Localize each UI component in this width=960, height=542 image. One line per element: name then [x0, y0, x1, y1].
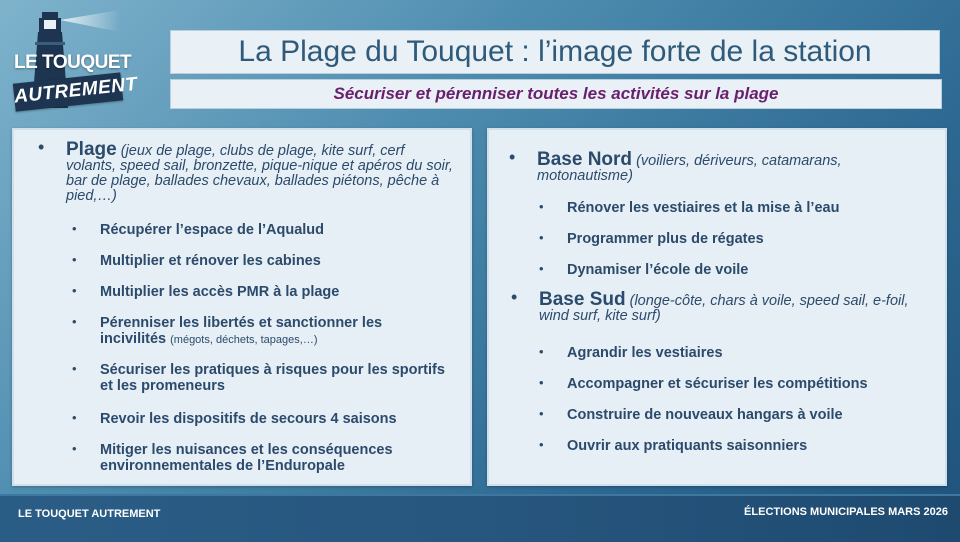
- title-box: [170, 30, 940, 74]
- right-panel: [487, 128, 947, 486]
- list-item-text: Récupérer l’espace de l’Aqualud: [100, 222, 325, 238]
- list-item-text: Revoir les dispositifs de secours 4 saisons: [100, 411, 397, 427]
- list-item-text: Multiplier et rénover les cabines: [100, 253, 321, 269]
- list-item-text: Construire de nouveaux hangars à voile: [567, 407, 843, 423]
- list-item-note: (mégots, déchets, tapages,…): [170, 334, 318, 346]
- list-item: [72, 283, 460, 300]
- list-item: [539, 199, 927, 216]
- list-item: [72, 221, 460, 238]
- logo: [8, 8, 139, 118]
- bullet-icon: •: [72, 410, 77, 425]
- list-item: [539, 261, 927, 278]
- list-item-text: Programmer plus de régates: [567, 231, 764, 247]
- bullet-icon: •: [72, 252, 77, 267]
- list-item-text: Multiplier les accès PMR à la plage: [100, 284, 340, 300]
- list-item-text: Pérenniser les libertés et sanctionner les incivilités: [100, 315, 383, 347]
- bullet-icon: •: [539, 406, 544, 421]
- footer-right-text: ÉLECTIONS MUNICIPALES MARS 2026: [744, 506, 948, 518]
- list-item: [539, 437, 927, 454]
- plage-bullet: [38, 137, 456, 204]
- list-item-text: Agrandir les vestiaires: [567, 345, 723, 361]
- list-item: [72, 441, 460, 474]
- list-item: [72, 252, 460, 269]
- bullet-icon: •: [539, 199, 544, 214]
- bullet-icon: •: [72, 314, 77, 329]
- page-title: La Plage du Touquet : l’image forte de la station: [238, 35, 872, 68]
- plage-heading: Plage: [66, 139, 117, 160]
- list-item: [539, 406, 927, 423]
- bullet-icon: •: [539, 261, 544, 276]
- logo-text-top: LE TOUQUET: [14, 52, 132, 73]
- footer-left-text: LE TOUQUET AUTREMENT: [18, 508, 161, 520]
- base-nord-bullet: [509, 147, 917, 184]
- list-item: [72, 361, 445, 394]
- footer: [0, 494, 960, 542]
- base-nord-description: (voiliers, dériveurs, catamarans, motonautisme): [537, 153, 842, 184]
- list-item: [72, 314, 420, 348]
- list-item-text: Accompagner et sécuriser les compétitions: [567, 376, 868, 392]
- left-panel: [12, 128, 472, 486]
- base-sud-heading: Base Sud: [539, 289, 626, 310]
- list-item-text: Rénover les vestiaires et la mise à l’eau: [567, 200, 840, 216]
- subtitle-box: [170, 79, 942, 109]
- bullet-icon: •: [72, 361, 77, 376]
- bullet-icon: •: [72, 441, 77, 456]
- logo-text-bottom: AUTREMENT: [13, 72, 123, 111]
- list-item-text: Ouvrir aux pratiquants saisonniers: [567, 438, 808, 454]
- bullet-icon: •: [72, 283, 77, 298]
- bullet-icon: •: [511, 287, 518, 307]
- list-item: [539, 375, 927, 392]
- base-nord-heading: Base Nord: [537, 149, 633, 170]
- bullet-icon: •: [539, 375, 544, 390]
- page-subtitle: Sécuriser et pérenniser toutes les activités sur la plage: [333, 84, 779, 103]
- plage-description: (jeux de plage, clubs de plage, kite surf, cerf volants, speed sail, bronzette, pique-nique et apéros du soir, bar de plage, ballades chevaux, ballades piétons, pêche à pied,…): [66, 143, 453, 204]
- bullet-icon: •: [72, 221, 77, 236]
- bullet-icon: •: [539, 344, 544, 359]
- base-sud-description: (longe-côte, chars à voile, speed sail, e-foil, wind surf, kite surf): [539, 293, 909, 324]
- bullet-icon: •: [539, 230, 544, 245]
- base-sud-bullet: [511, 287, 919, 324]
- list-item: [539, 344, 927, 361]
- list-item-text: Sécuriser les pratiques à risques pour les sportifs et les promeneurs: [100, 362, 445, 394]
- list-item: [539, 230, 927, 247]
- bullet-icon: •: [539, 437, 544, 452]
- list-item: [72, 410, 460, 427]
- bullet-icon: •: [509, 147, 516, 167]
- bullet-icon: •: [38, 137, 45, 157]
- list-item-text: Dynamiser l’école de voile: [567, 262, 749, 278]
- list-item-text: Mitiger les nuisances et les conséquences environnementales de l’Enduropale: [100, 442, 393, 474]
